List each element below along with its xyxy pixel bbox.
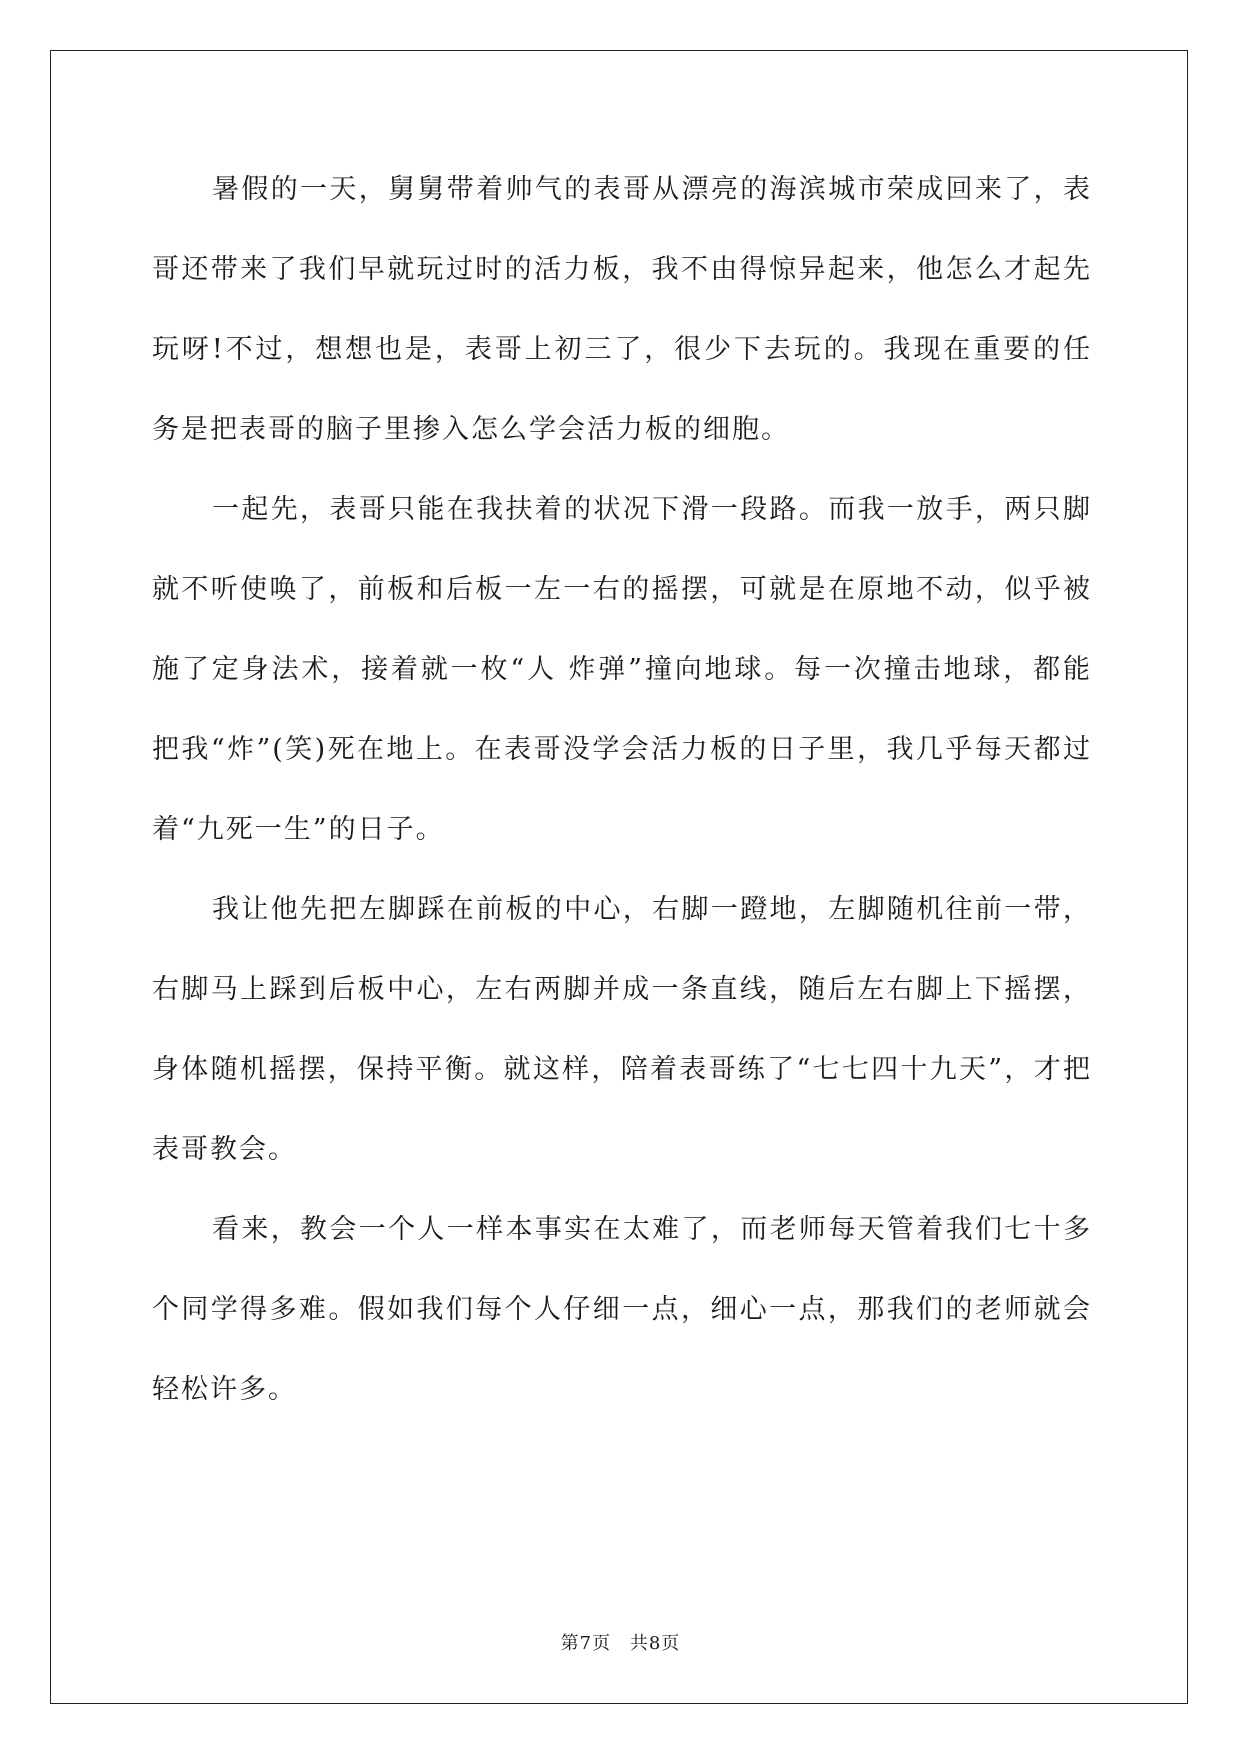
page-footer: [0, 1629, 1241, 1655]
paragraph-2: 一起先，表哥只能在我扶着的状况下滑一段路。而我一放手，两只脚就不听使唤了，前板和后板一左一右的摇摆，可就是在原地不动，似乎被施了定身法术，接着就一枚“人 炸弹”撞向地球。每一次撞击地球，都能把我“炸”(笑)死在地上。在表哥没学会活力板的日子里，我几乎每天都过着“九死一生”的日子。: [152, 494, 1092, 845]
paragraph-4: 看来，教会一个人一样本事实在太难了，而老师每天管着我们七十多个同学得多难。假如我们每个人仔细一点，细心一点，那我们的老师就会轻松许多。: [152, 1214, 1092, 1405]
paragraph-3: 我让他先把左脚踩在前板的中心，右脚一蹬地，左脚随机往前一带，右脚马上踩到后板中心，左右两脚并成一条直线，随后左右脚上下摇摆，身体随机摇摆，保持平衡。就这样，陪着表哥练了“七七四十九天”，才把表哥教会。: [152, 894, 1092, 1165]
paragraph-1: 暑假的一天，舅舅带着帅气的表哥从漂亮的海滨城市荣成回来了，表哥还带来了我们早就玩过时的活力板，我不由得惊异起来，他怎么才起先玩呀!不过，想想也是，表哥上初三了，很少下去玩的。我现在重要的任务是把表哥的脑子里掺入怎么学会活力板的细胞。: [152, 174, 1092, 445]
total-page-count: 共8页: [629, 1633, 681, 1654]
current-page-number: 第7页: [560, 1633, 612, 1654]
document-body: [152, 150, 1092, 1430]
